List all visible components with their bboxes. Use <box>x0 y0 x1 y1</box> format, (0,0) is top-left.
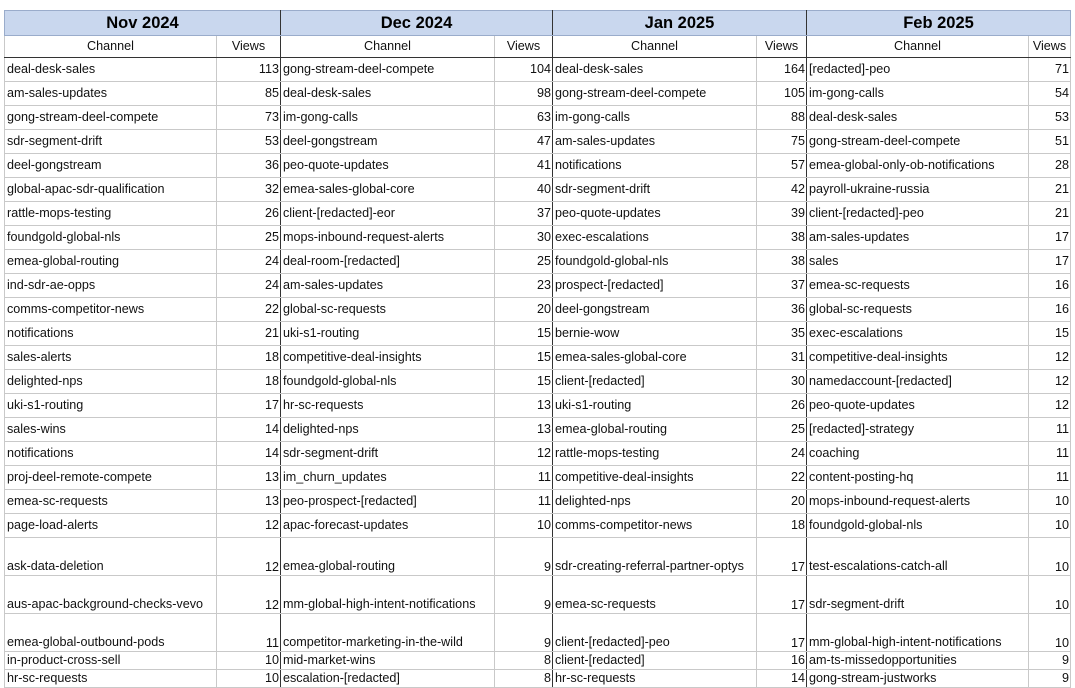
views-column-header: Views <box>495 36 553 58</box>
channel-cell: sales-wins <box>5 418 217 442</box>
channel-cell: client-[redacted]-peo <box>807 202 1029 226</box>
views-cell: 40 <box>495 178 553 202</box>
views-column-header: Views <box>757 36 807 58</box>
views-cell: 15 <box>495 370 553 394</box>
channel-cell: deal-desk-sales <box>807 106 1029 130</box>
table-body <box>5 58 1071 688</box>
views-cell: 12 <box>495 442 553 466</box>
channel-cell: payroll-ukraine-russia <box>807 178 1029 202</box>
table-row <box>5 202 1071 226</box>
table-row <box>5 226 1071 250</box>
views-cell: 53 <box>217 130 281 154</box>
table-row <box>5 178 1071 202</box>
table-row <box>5 58 1071 82</box>
channel-cell: emea-global-routing <box>281 538 495 576</box>
channel-cell: test-escalations-catch-all <box>807 538 1029 576</box>
views-cell: 21 <box>1029 202 1071 226</box>
views-cell: 13 <box>217 490 281 514</box>
table-row <box>5 418 1071 442</box>
channel-cell: in-product-cross-sell <box>5 652 217 670</box>
views-cell: 8 <box>495 670 553 688</box>
views-cell: 10 <box>1029 490 1071 514</box>
channel-cell: am-sales-updates <box>807 226 1029 250</box>
channel-cell: namedaccount-[redacted] <box>807 370 1029 394</box>
channel-cell: im-gong-calls <box>281 106 495 130</box>
channel-cell: content-posting-hq <box>807 466 1029 490</box>
channel-cell: global-sc-requests <box>807 298 1029 322</box>
column-header-row <box>5 36 1071 58</box>
views-cell: 12 <box>217 514 281 538</box>
views-cell: 73 <box>217 106 281 130</box>
views-cell: 18 <box>217 370 281 394</box>
views-cell: 30 <box>757 370 807 394</box>
channel-cell: page-load-alerts <box>5 514 217 538</box>
month-header-row <box>5 11 1071 36</box>
table-row <box>5 466 1071 490</box>
views-cell: 98 <box>495 82 553 106</box>
views-cell: 38 <box>757 250 807 274</box>
views-cell: 36 <box>217 154 281 178</box>
month-header: Nov 2024 <box>5 11 281 36</box>
channel-cell: sdr-segment-drift <box>553 178 757 202</box>
table-row <box>5 274 1071 298</box>
channel-cell: emea-global-routing <box>5 250 217 274</box>
views-cell: 14 <box>757 670 807 688</box>
channel-cell: emea-sc-requests <box>553 576 757 614</box>
channel-cell: rattle-mops-testing <box>553 442 757 466</box>
views-cell: 12 <box>217 576 281 614</box>
channel-cell: proj-deel-remote-compete <box>5 466 217 490</box>
channel-cell: notifications <box>553 154 757 178</box>
table-row <box>5 154 1071 178</box>
channel-cell: notifications <box>5 322 217 346</box>
channel-cell: gong-stream-deel-compete <box>281 58 495 82</box>
views-cell: 13 <box>217 466 281 490</box>
channel-cell: foundgold-global-nls <box>553 250 757 274</box>
channel-cell: am-ts-missedopportunities <box>807 652 1029 670</box>
views-cell: 30 <box>495 226 553 250</box>
channel-cell: foundgold-global-nls <box>281 370 495 394</box>
channel-cell: apac-forecast-updates <box>281 514 495 538</box>
views-cell: 63 <box>495 106 553 130</box>
views-cell: 47 <box>495 130 553 154</box>
channel-cell: deal-room-[redacted] <box>281 250 495 274</box>
views-cell: 17 <box>1029 250 1071 274</box>
channel-cell: sales <box>807 250 1029 274</box>
channel-cell: comms-competitor-news <box>5 298 217 322</box>
channel-cell: peo-quote-updates <box>807 394 1029 418</box>
views-cell: 12 <box>217 538 281 576</box>
views-cell: 8 <box>495 652 553 670</box>
table-row <box>5 614 1071 652</box>
views-cell: 28 <box>1029 154 1071 178</box>
views-cell: 10 <box>1029 576 1071 614</box>
views-cell: 13 <box>495 418 553 442</box>
table-row <box>5 490 1071 514</box>
channel-cell: client-[redacted] <box>553 370 757 394</box>
channel-cell: am-sales-updates <box>553 130 757 154</box>
table-row <box>5 370 1071 394</box>
channel-column-header: Channel <box>553 36 757 58</box>
views-cell: 54 <box>1029 82 1071 106</box>
channel-cell: deel-gongstream <box>553 298 757 322</box>
views-cell: 11 <box>495 490 553 514</box>
channel-cell: emea-global-outbound-pods <box>5 614 217 652</box>
views-cell: 37 <box>495 202 553 226</box>
views-cell: 12 <box>1029 370 1071 394</box>
views-cell: 75 <box>757 130 807 154</box>
table-row <box>5 106 1071 130</box>
channel-cell: competitive-deal-insights <box>281 346 495 370</box>
views-cell: 23 <box>495 274 553 298</box>
views-cell: 20 <box>495 298 553 322</box>
channel-cell: rattle-mops-testing <box>5 202 217 226</box>
views-cell: 57 <box>757 154 807 178</box>
views-cell: 16 <box>1029 298 1071 322</box>
table-row <box>5 394 1071 418</box>
channel-cell: gong-stream-justworks <box>807 670 1029 688</box>
channel-cell: mm-global-high-intent-notifications <box>807 614 1029 652</box>
channel-cell: mm-global-high-intent-notifications <box>281 576 495 614</box>
channel-cell: comms-competitor-news <box>553 514 757 538</box>
channel-cell: emea-sc-requests <box>807 274 1029 298</box>
views-cell: 17 <box>757 614 807 652</box>
views-cell: 104 <box>495 58 553 82</box>
views-cell: 105 <box>757 82 807 106</box>
channel-cell: deel-gongstream <box>5 154 217 178</box>
channel-column-header: Channel <box>5 36 217 58</box>
channel-cell: deal-desk-sales <box>281 82 495 106</box>
views-cell: 10 <box>1029 538 1071 576</box>
channel-cell: peo-quote-updates <box>553 202 757 226</box>
views-cell: 85 <box>217 82 281 106</box>
channel-cell: delighted-nps <box>553 490 757 514</box>
views-cell: 10 <box>1029 514 1071 538</box>
channel-column-header: Channel <box>807 36 1029 58</box>
views-cell: 25 <box>495 250 553 274</box>
views-cell: 18 <box>757 514 807 538</box>
channel-cell: competitive-deal-insights <box>807 346 1029 370</box>
views-cell: 21 <box>217 322 281 346</box>
views-cell: 71 <box>1029 58 1071 82</box>
channel-cell: sdr-segment-drift <box>5 130 217 154</box>
channel-cell: emea-sales-global-core <box>281 178 495 202</box>
channel-cell: [redacted]-peo <box>807 58 1029 82</box>
views-cell: 16 <box>1029 274 1071 298</box>
views-cell: 25 <box>217 226 281 250</box>
channel-cell: hr-sc-requests <box>553 670 757 688</box>
channel-views-table <box>4 10 1071 688</box>
views-cell: 26 <box>757 394 807 418</box>
views-cell: 113 <box>217 58 281 82</box>
views-cell: 14 <box>217 418 281 442</box>
views-cell: 51 <box>1029 130 1071 154</box>
views-cell: 11 <box>1029 466 1071 490</box>
views-cell: 26 <box>217 202 281 226</box>
views-cell: 38 <box>757 226 807 250</box>
views-cell: 24 <box>757 442 807 466</box>
views-cell: 16 <box>757 652 807 670</box>
views-cell: 17 <box>1029 226 1071 250</box>
views-cell: 14 <box>217 442 281 466</box>
table-row <box>5 442 1071 466</box>
views-cell: 53 <box>1029 106 1071 130</box>
views-cell: 15 <box>495 346 553 370</box>
channel-cell: escalation-[redacted] <box>281 670 495 688</box>
channel-cell: peo-quote-updates <box>281 154 495 178</box>
channel-cell: uki-s1-routing <box>281 322 495 346</box>
channel-cell: uki-s1-routing <box>553 394 757 418</box>
channel-cell: gong-stream-deel-compete <box>5 106 217 130</box>
table-row <box>5 322 1071 346</box>
channel-cell: am-sales-updates <box>281 274 495 298</box>
channel-cell: mops-inbound-request-alerts <box>281 226 495 250</box>
views-cell: 13 <box>495 394 553 418</box>
views-cell: 17 <box>757 538 807 576</box>
views-cell: 37 <box>757 274 807 298</box>
channel-cell: competitive-deal-insights <box>553 466 757 490</box>
views-cell: 9 <box>495 614 553 652</box>
table-row <box>5 130 1071 154</box>
channel-cell: coaching <box>807 442 1029 466</box>
channel-cell: foundgold-global-nls <box>5 226 217 250</box>
views-cell: 20 <box>757 490 807 514</box>
views-cell: 22 <box>757 466 807 490</box>
channel-cell: foundgold-global-nls <box>807 514 1029 538</box>
views-cell: 15 <box>495 322 553 346</box>
views-cell: 9 <box>495 538 553 576</box>
views-cell: 9 <box>1029 652 1071 670</box>
views-cell: 32 <box>217 178 281 202</box>
channel-cell: client-[redacted]-eor <box>281 202 495 226</box>
channel-cell: hr-sc-requests <box>281 394 495 418</box>
views-cell: 18 <box>217 346 281 370</box>
channel-cell: exec-escalations <box>553 226 757 250</box>
channel-cell: aus-apac-background-checks-vevo <box>5 576 217 614</box>
table-row <box>5 514 1071 538</box>
table-row <box>5 538 1071 576</box>
views-cell: 17 <box>757 576 807 614</box>
views-cell: 88 <box>757 106 807 130</box>
table-row <box>5 670 1071 688</box>
views-cell: 10 <box>217 652 281 670</box>
channel-cell: client-[redacted]-peo <box>553 614 757 652</box>
channel-cell: deal-desk-sales <box>5 58 217 82</box>
views-cell: 36 <box>757 298 807 322</box>
channel-cell: im_churn_updates <box>281 466 495 490</box>
channel-cell: am-sales-updates <box>5 82 217 106</box>
channel-cell: emea-global-routing <box>553 418 757 442</box>
views-cell: 21 <box>1029 178 1071 202</box>
views-column-header: Views <box>217 36 281 58</box>
month-header: Jan 2025 <box>553 11 807 36</box>
views-cell: 164 <box>757 58 807 82</box>
month-header: Dec 2024 <box>281 11 553 36</box>
channel-cell: gong-stream-deel-compete <box>807 130 1029 154</box>
table-row <box>5 82 1071 106</box>
channel-cell: global-apac-sdr-qualification <box>5 178 217 202</box>
channel-cell: im-gong-calls <box>553 106 757 130</box>
table-row <box>5 250 1071 274</box>
views-cell: 11 <box>1029 418 1071 442</box>
channel-cell: deel-gongstream <box>281 130 495 154</box>
channel-cell: bernie-wow <box>553 322 757 346</box>
views-cell: 10 <box>217 670 281 688</box>
month-header: Feb 2025 <box>807 11 1071 36</box>
views-cell: 9 <box>1029 670 1071 688</box>
channel-cell: [redacted]-strategy <box>807 418 1029 442</box>
views-cell: 11 <box>1029 442 1071 466</box>
channel-cell: mops-inbound-request-alerts <box>807 490 1029 514</box>
channel-cell: emea-global-only-ob-notifications <box>807 154 1029 178</box>
channel-cell: competitor-marketing-in-the-wild <box>281 614 495 652</box>
channel-cell: sdr-creating-referral-partner-optys <box>553 538 757 576</box>
channel-cell: sdr-segment-drift <box>281 442 495 466</box>
channel-cell: sales-alerts <box>5 346 217 370</box>
channel-cell: delighted-nps <box>281 418 495 442</box>
channel-cell: ask-data-deletion <box>5 538 217 576</box>
views-cell: 22 <box>217 298 281 322</box>
channel-cell: exec-escalations <box>807 322 1029 346</box>
views-cell: 12 <box>1029 394 1071 418</box>
views-cell: 42 <box>757 178 807 202</box>
channel-cell: deal-desk-sales <box>553 58 757 82</box>
views-column-header: Views <box>1029 36 1071 58</box>
views-cell: 24 <box>217 274 281 298</box>
channel-cell: mid-market-wins <box>281 652 495 670</box>
table-row <box>5 652 1071 670</box>
channel-cell: uki-s1-routing <box>5 394 217 418</box>
views-cell: 10 <box>495 514 553 538</box>
channel-cell: emea-sales-global-core <box>553 346 757 370</box>
channel-cell: sdr-segment-drift <box>807 576 1029 614</box>
views-cell: 35 <box>757 322 807 346</box>
channel-cell: ind-sdr-ae-opps <box>5 274 217 298</box>
channel-cell: client-[redacted] <box>553 652 757 670</box>
channel-cell: im-gong-calls <box>807 82 1029 106</box>
views-cell: 11 <box>217 614 281 652</box>
views-cell: 31 <box>757 346 807 370</box>
channel-cell: notifications <box>5 442 217 466</box>
views-cell: 25 <box>757 418 807 442</box>
views-cell: 17 <box>217 394 281 418</box>
views-cell: 11 <box>495 466 553 490</box>
channel-cell: peo-prospect-[redacted] <box>281 490 495 514</box>
channel-cell: emea-sc-requests <box>5 490 217 514</box>
table-row <box>5 346 1071 370</box>
channel-cell: gong-stream-deel-compete <box>553 82 757 106</box>
table-row <box>5 576 1071 614</box>
views-cell: 41 <box>495 154 553 178</box>
views-cell: 24 <box>217 250 281 274</box>
channel-column-header: Channel <box>281 36 495 58</box>
views-cell: 9 <box>495 576 553 614</box>
channel-cell: hr-sc-requests <box>5 670 217 688</box>
channel-cell: global-sc-requests <box>281 298 495 322</box>
views-cell: 15 <box>1029 322 1071 346</box>
channel-cell: prospect-[redacted] <box>553 274 757 298</box>
table-row <box>5 298 1071 322</box>
channel-cell: delighted-nps <box>5 370 217 394</box>
views-cell: 39 <box>757 202 807 226</box>
views-cell: 12 <box>1029 346 1071 370</box>
views-cell: 10 <box>1029 614 1071 652</box>
